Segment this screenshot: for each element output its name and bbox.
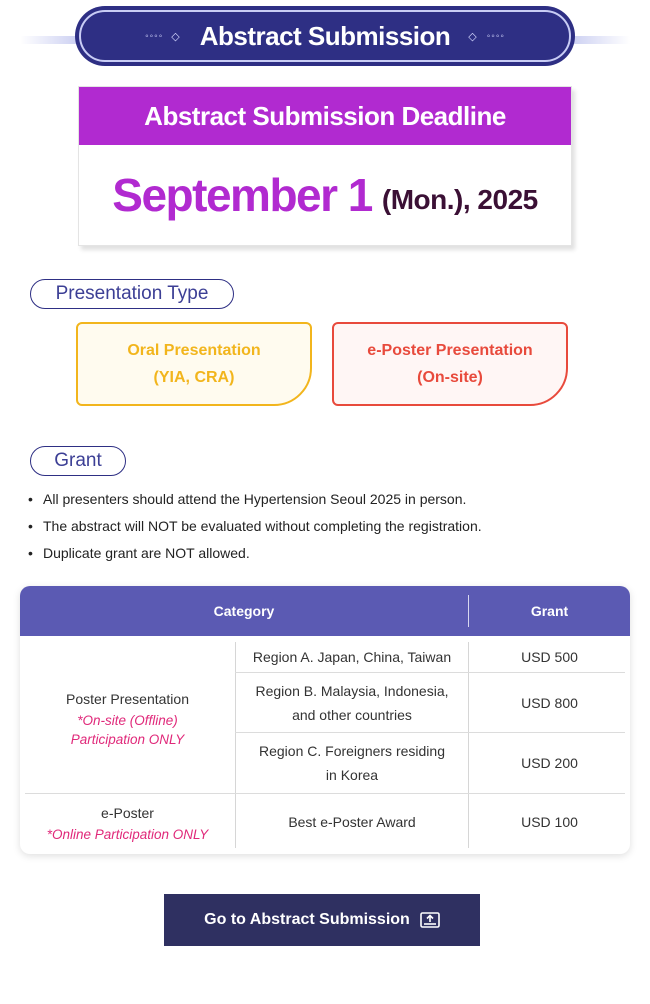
upload-icon <box>420 912 440 928</box>
page-header <box>0 0 650 72</box>
grant-column-header: Grant <box>530 603 569 619</box>
oral-presentation-card: Oral Presentation (YIA, CRA) <box>76 322 312 406</box>
region-b-grant: USD 800 <box>521 694 578 711</box>
list-item: • The abstract will NOT be evaluated without completing the registration. <box>28 518 482 534</box>
header-deco-left: ◦◦◦◦ ◇ <box>145 30 182 43</box>
grant-table <box>20 586 630 854</box>
presentation-type-label: Presentation Type <box>30 279 234 309</box>
header-deco-right: ◇ ◦◦◦◦ <box>468 30 505 43</box>
onsite-note: *On-site (Offline) <box>77 712 178 728</box>
region-a-cell: Region A. Japan, China, Taiwan <box>252 649 452 665</box>
region-c-grant: USD 200 <box>521 755 578 771</box>
eposter-cell: e-Poster *Online Participation ONLY <box>46 804 209 842</box>
grant-label: Grant <box>30 446 126 476</box>
go-to-abstract-submission-button[interactable]: Go to Abstract Submission <box>164 894 480 946</box>
eposter-presentation-card: e-Poster Presentation (On-site) <box>332 322 568 406</box>
poster-presentation-cell: Poster Presentation *On-site (Offline) Participation ONLY <box>66 690 189 747</box>
deadline-box <box>78 86 572 246</box>
region-c-cell: Region C. Foreigners residing in Korea <box>259 743 445 783</box>
list-item: • All presenters should attend the Hypertension Seoul 2025 in person. <box>28 491 467 507</box>
table-header <box>20 586 630 636</box>
header-pill <box>75 6 575 66</box>
page-title: Abstract Submission <box>199 20 451 51</box>
deadline-date: September 1 <box>112 169 372 221</box>
grant-rules-list <box>28 488 628 569</box>
online-note: *Online Participation ONLY <box>46 826 209 842</box>
region-b-cell: Region B. Malaysia, Indonesia, and other countries <box>255 682 449 723</box>
eposter-award-cell: Best e-Poster Award <box>288 814 416 830</box>
category-column-header: Category <box>213 603 275 619</box>
deadline-heading: Abstract Submission Deadline <box>79 87 571 145</box>
eposter-grant: USD 100 <box>521 814 578 830</box>
deadline-date-suffix: (Mon.), 2025 <box>381 184 538 215</box>
region-a-grant: USD 500 <box>521 649 578 665</box>
list-item: • Duplicate grant are NOT allowed. <box>28 545 250 561</box>
